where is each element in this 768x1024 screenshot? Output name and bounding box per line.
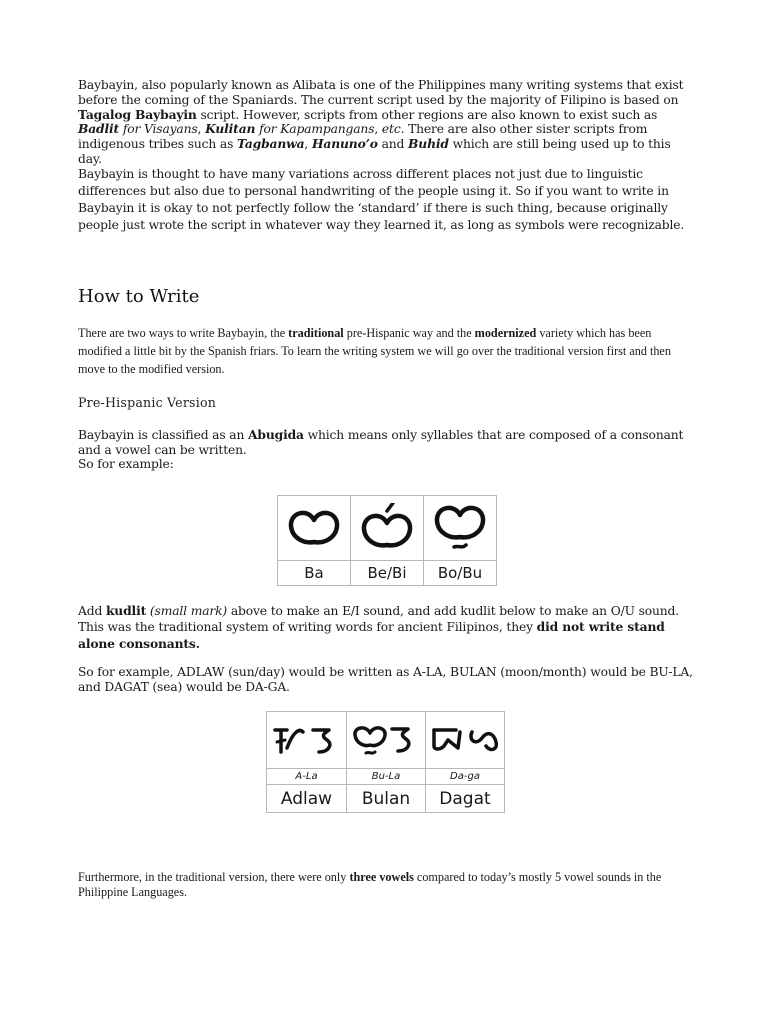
how-to-write-paragraph: There are two ways to write Baybayin, the traditional pre-Hispanic way and the modernized variety which has been modified a little bit by the Spanish friars. To learn the writing system we will go over the traditional version first and then move to the modified version. bbox=[78, 326, 671, 376]
kudlit-paragraph: Add kudlit (small mark) above to make an E/I sound, and add kudlit below to make an O/U sound. This was the traditional system of writing words for ancient Filipinos, they did not write stand alone consonants. bbox=[78, 603, 680, 651]
three-vowels-paragraph: Furthermore, in the traditional version, there were only three vowels compared to today’s mostly 5 vowel sounds in the Philippine Languages. bbox=[78, 870, 662, 899]
baybayin-a-la-glyphs-icon bbox=[267, 712, 347, 769]
section-heading-how-to-write: How to Write bbox=[78, 286, 200, 307]
baybayin-da-ga-glyphs-icon bbox=[426, 712, 505, 769]
abugida-paragraph: Baybayin is classified as an Abugida which means only syllables that are composed of a consonant and a vowel can be written. So for example: bbox=[78, 427, 684, 472]
intro-paragraph-1: Baybayin, also popularly known as Alibata is one of the Philippines many writing systems that exist before the coming of the Spaniards. The current script used by the majority of Filipino is based on Tagalog Baybayin script. However, scripts from other regions are also known to exist such as Badlit for Visayans, Kulitan for Kapampangans, etc. There are also other sister scripts from indigenous tribes such as Tagbanwa, Hanuno’o and Buhid which are still being used up to this day. bbox=[78, 78, 684, 166]
baybayin-bu-la-glyphs-icon bbox=[347, 712, 426, 769]
word-example-table bbox=[266, 711, 505, 813]
baybayin-be-bi-glyph-icon bbox=[351, 496, 424, 561]
syllable-label-ba: Ba bbox=[278, 561, 351, 586]
transliteration-da-ga: Da-ga bbox=[426, 769, 505, 785]
word-example-paragraph: So for example, ADLAW (sun/day) would be written as A-LA, BULAN (moon/month) would be BU-LA, and DAGAT (sea) would be DA-GA. bbox=[78, 665, 693, 695]
transliteration-bu-la: Bu-La bbox=[347, 769, 426, 785]
baybayin-ba-glyph-icon bbox=[278, 496, 351, 561]
syllable-label-be-bi: Be/Bi bbox=[351, 561, 424, 586]
word-label-bulan: Bulan bbox=[347, 785, 426, 813]
syllable-label-bo-bu: Bo/Bu bbox=[424, 561, 497, 586]
word-label-dagat: Dagat bbox=[426, 785, 505, 813]
transliteration-a-la: A-La bbox=[267, 769, 347, 785]
subheading-pre-hispanic-version: Pre-Hispanic Version bbox=[78, 395, 217, 410]
baybayin-bo-bu-glyph-icon bbox=[424, 496, 497, 561]
word-label-adlaw: Adlaw bbox=[267, 785, 347, 813]
syllable-example-table bbox=[277, 495, 497, 586]
intro-paragraph-2: Baybayin is thought to have many variations across different places not just due to linguistic differences but also due to personal handwriting of the people using it. So if you want to write in Baybayin it is okay to not perfectly follow the ‘standard’ if there is such thing, because originally people just wrote the script in whatever way they learned it, as long as symbols were recognizable. bbox=[78, 167, 685, 232]
